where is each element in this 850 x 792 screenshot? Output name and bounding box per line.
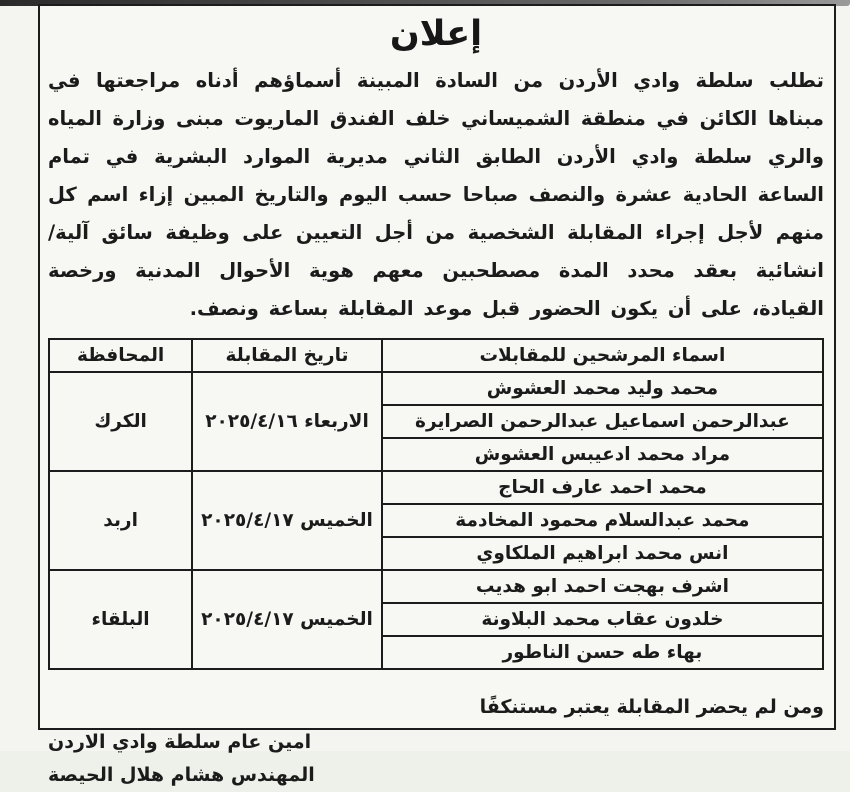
document-frame bbox=[38, 4, 836, 786]
interview-date-karak: الاربعاء ٢٠٢٥/٤/١٦ bbox=[192, 372, 382, 471]
no-show-disclaimer: ومن لم يحضر المقابلة يعتبر مستنكفًا bbox=[479, 696, 824, 718]
table-row bbox=[49, 372, 823, 405]
candidate-name: محمد عبدالسلام محمود المخادمة bbox=[382, 504, 823, 537]
table-row bbox=[49, 471, 823, 504]
table-header-row bbox=[49, 339, 823, 372]
governorate-balqa: البلقاء bbox=[49, 570, 192, 669]
governorate-karak: الكرك bbox=[49, 372, 192, 471]
table-row bbox=[49, 570, 823, 603]
candidate-name: محمد وليد محمد العشوش bbox=[382, 372, 823, 405]
interview-date-irbid: الخميس ٢٠٢٥/٤/١٧ bbox=[192, 471, 382, 570]
column-header-governorate: المحافظة bbox=[49, 339, 192, 372]
candidate-name: عبدالرحمن اسماعيل عبدالرحمن الصرايرة bbox=[382, 405, 823, 438]
signatory-title: امين عام سلطة وادي الاردن bbox=[48, 731, 312, 753]
announcement-title: إعلان bbox=[389, 14, 483, 54]
column-header-interview-date: تاريخ المقابلة bbox=[192, 339, 382, 372]
governorate-irbid: اربد bbox=[49, 471, 192, 570]
candidate-name: بهاء طه حسن الناطور bbox=[382, 636, 823, 669]
candidate-name: خلدون عقاب محمد البلاونة bbox=[382, 603, 823, 636]
signature-block bbox=[48, 726, 824, 792]
announcement-body-paragraph: تطلب سلطة وادي الأردن من السادة المبينة أسماؤهم أدناه مراجعتها في مبناها الكائن في منطقة الشميساني خلف الفندق الماريوت مبنى وزارة المياه والري سلطة وادي الأردن الطابق الثاني مديرية الموارد البشرية في تمام الساعة الحادية عشرة والنصف صباحا حسب اليوم والتاريخ المبين إزاء اسم كل منهم لأجل إجراء المقابلة الشخصية من أجل التعيين على وظيفة سائق آلية/ انشائية بعقد محدد المدة مصطحبين معهم هوية الأحوال المدنية ورخصة القيادة، على أن يكون الحضور قبل موعد المقابلة بساعة ونصف. bbox=[48, 69, 824, 320]
candidate-name: محمد احمد عارف الحاج bbox=[382, 471, 823, 504]
signatory-name: المهندس هشام هلال الحيصة bbox=[48, 764, 315, 786]
column-header-candidate-names: اسماء المرشحين للمقابلات bbox=[382, 339, 823, 372]
candidate-name: مراد محمد ادعيبس العشوش bbox=[382, 438, 823, 471]
candidate-name: انس محمد ابراهيم الملكاوي bbox=[382, 537, 823, 570]
interview-date-balqa: الخميس ٢٠٢٥/٤/١٧ bbox=[192, 570, 382, 669]
candidate-name: اشرف بهجت احمد ابو هديب bbox=[382, 570, 823, 603]
interview-schedule-table bbox=[48, 338, 824, 670]
